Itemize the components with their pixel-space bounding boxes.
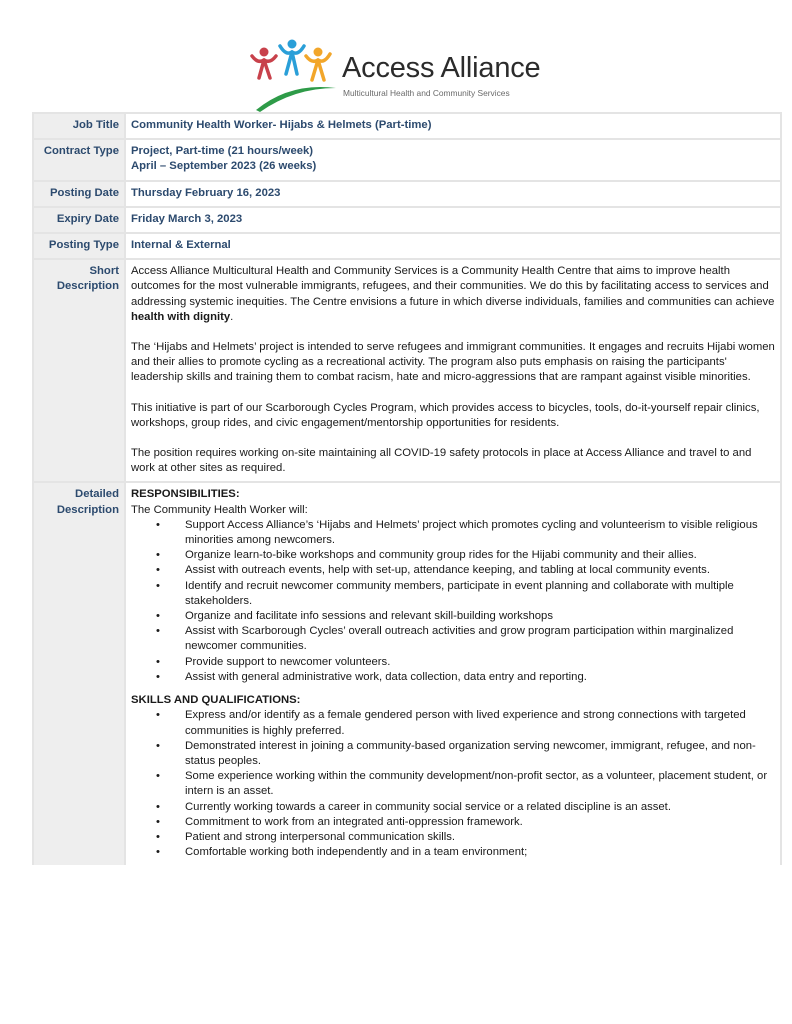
list-item: • Assist with outreach events, help with set-up, attendance keeping, and tabling at local community events. — [185, 563, 775, 578]
job-title-label: Job Title — [33, 113, 125, 139]
people-logo-icon — [250, 38, 340, 112]
short-description-label — [33, 259, 125, 482]
list-item: • Demonstrated interest in joining a community-based organization serving newcomer, immigrant, refugee, and non-status peoples. — [185, 739, 775, 769]
short-description-label-line1: Short — [89, 265, 119, 278]
responsibilities-heading: RESPONSIBILITIES: — [131, 488, 240, 501]
job-posting-table — [32, 112, 782, 865]
row-contract-type — [33, 139, 781, 180]
list-item: • Patient and strong interpersonal communication skills. — [185, 830, 775, 845]
org-tagline: Multicultural Health and Community Services — [343, 88, 510, 98]
contract-type-label: Contract Type — [33, 139, 125, 180]
short-description-p3: This initiative is part of our Scarborough Cycles Program, which provides access to bicycles, tools, do-it-yourself repair clinics, workshops, group rides, and civic engagement/mentorship opportunities for residents. — [131, 401, 760, 429]
short-description-p2: The ‘Hijabs and Helmets’ project is intended to serve refugees and immigrant communities. It engages and recruits Hijabi women and their allies to promote cycling as a recreational activity. The program also puts emphasis on raising the participants' leadership skills and training them to combat racism, hate and micro-aggressions that are rampant against visible minorities. — [131, 341, 775, 384]
posting-date-value: Thursday February 16, 2023 — [125, 181, 781, 207]
p1-bold-phrase: health with dignity — [131, 310, 231, 323]
list-item: • Currently working towards a career in community social service or a related discipline is an asset. — [185, 800, 775, 815]
expiry-date-value: Friday March 3, 2023 — [125, 207, 781, 233]
short-description-p4: The position requires working on-site maintaining all COVID-19 safety protocols in place at Access Alliance and travel to and work at other sites as required. — [131, 447, 752, 475]
posting-type-label: Posting Type — [33, 233, 125, 259]
detailed-description-value — [125, 482, 781, 865]
list-item: • Organize and facilitate info sessions and relevant skill-building workshops — [185, 609, 775, 624]
row-posting-date — [33, 181, 781, 207]
expiry-date-label: Expiry Date — [33, 207, 125, 233]
row-short-description — [33, 259, 781, 482]
short-description-value — [125, 259, 781, 482]
list-item: • Assist with Scarborough Cycles’ overall outreach activities and grow program participation within marginalized newcomer communities. — [185, 624, 775, 654]
list-item: • Some experience working within the community development/non-profit sector, as a volunteer, placement student, or intern is an asset. — [185, 769, 775, 799]
list-item: • Assist with general administrative work, data collection, data entry and reporting. — [185, 670, 775, 685]
list-item: • Comfortable working both independently and in a team environment; — [185, 845, 775, 860]
list-item: • Organize learn-to-bike workshops and community group rides for the Hijabi community and their allies. — [185, 548, 775, 563]
list-item: • Commitment to work from an integrated anti-oppression framework. — [185, 815, 775, 830]
org-logo — [250, 38, 540, 112]
detailed-description-label-line2: Description — [56, 503, 119, 516]
list-item: • Support Access Alliance’s ‘Hijabs and Helmets’ project which promotes cycling and volunteerism to visible religious minorities among newcomers. — [185, 518, 775, 548]
responsibilities-intro: The Community Health Worker will: — [131, 503, 308, 516]
row-expiry-date — [33, 207, 781, 233]
detailed-description-label — [33, 482, 125, 865]
row-job-title — [33, 113, 781, 139]
row-detailed-description — [33, 482, 781, 865]
contract-type-line1: Project, Part-time (21 hours/week) — [131, 145, 314, 158]
responsibilities-list — [131, 518, 775, 685]
org-name: Access Alliance — [342, 52, 541, 84]
skills-heading: SKILLS AND QUALIFICATIONS: — [131, 694, 301, 707]
p1-text: Access Alliance Multicultural Health and Community Services is a Community Health Centre that aims to improve health outcomes for the most vulnerable immigrants, refugees, and their communities. We do this by facilitating access to services and addressing systemic inequities. The Centre envisions a future in which diverse individuals, families and communities can achieve — [131, 265, 775, 308]
list-item: • Express and/or identify as a female gendered person with lived experience and strong connections with targeted communities is highly preferred. — [185, 708, 775, 738]
detailed-description-label-line1: Detailed — [75, 488, 119, 501]
contract-type-value — [125, 139, 781, 180]
short-description-p1 — [131, 264, 775, 325]
short-description-label-line2: Description — [56, 280, 119, 293]
posting-type-value: Internal & External — [125, 233, 781, 259]
list-item: • Provide support to newcomer volunteers. — [185, 655, 775, 670]
job-title-value: Community Health Worker- Hijabs & Helmets (Part-time) — [125, 113, 781, 139]
posting-date-label: Posting Date — [33, 181, 125, 207]
p1-end: . — [230, 310, 234, 323]
skills-list — [131, 708, 775, 860]
list-item: • Identify and recruit newcomer community members, participate in event planning and collaborate with multiple stakeholders. — [185, 579, 775, 609]
contract-type-line2: April – September 2023 (26 weeks) — [131, 160, 317, 173]
row-posting-type — [33, 233, 781, 259]
